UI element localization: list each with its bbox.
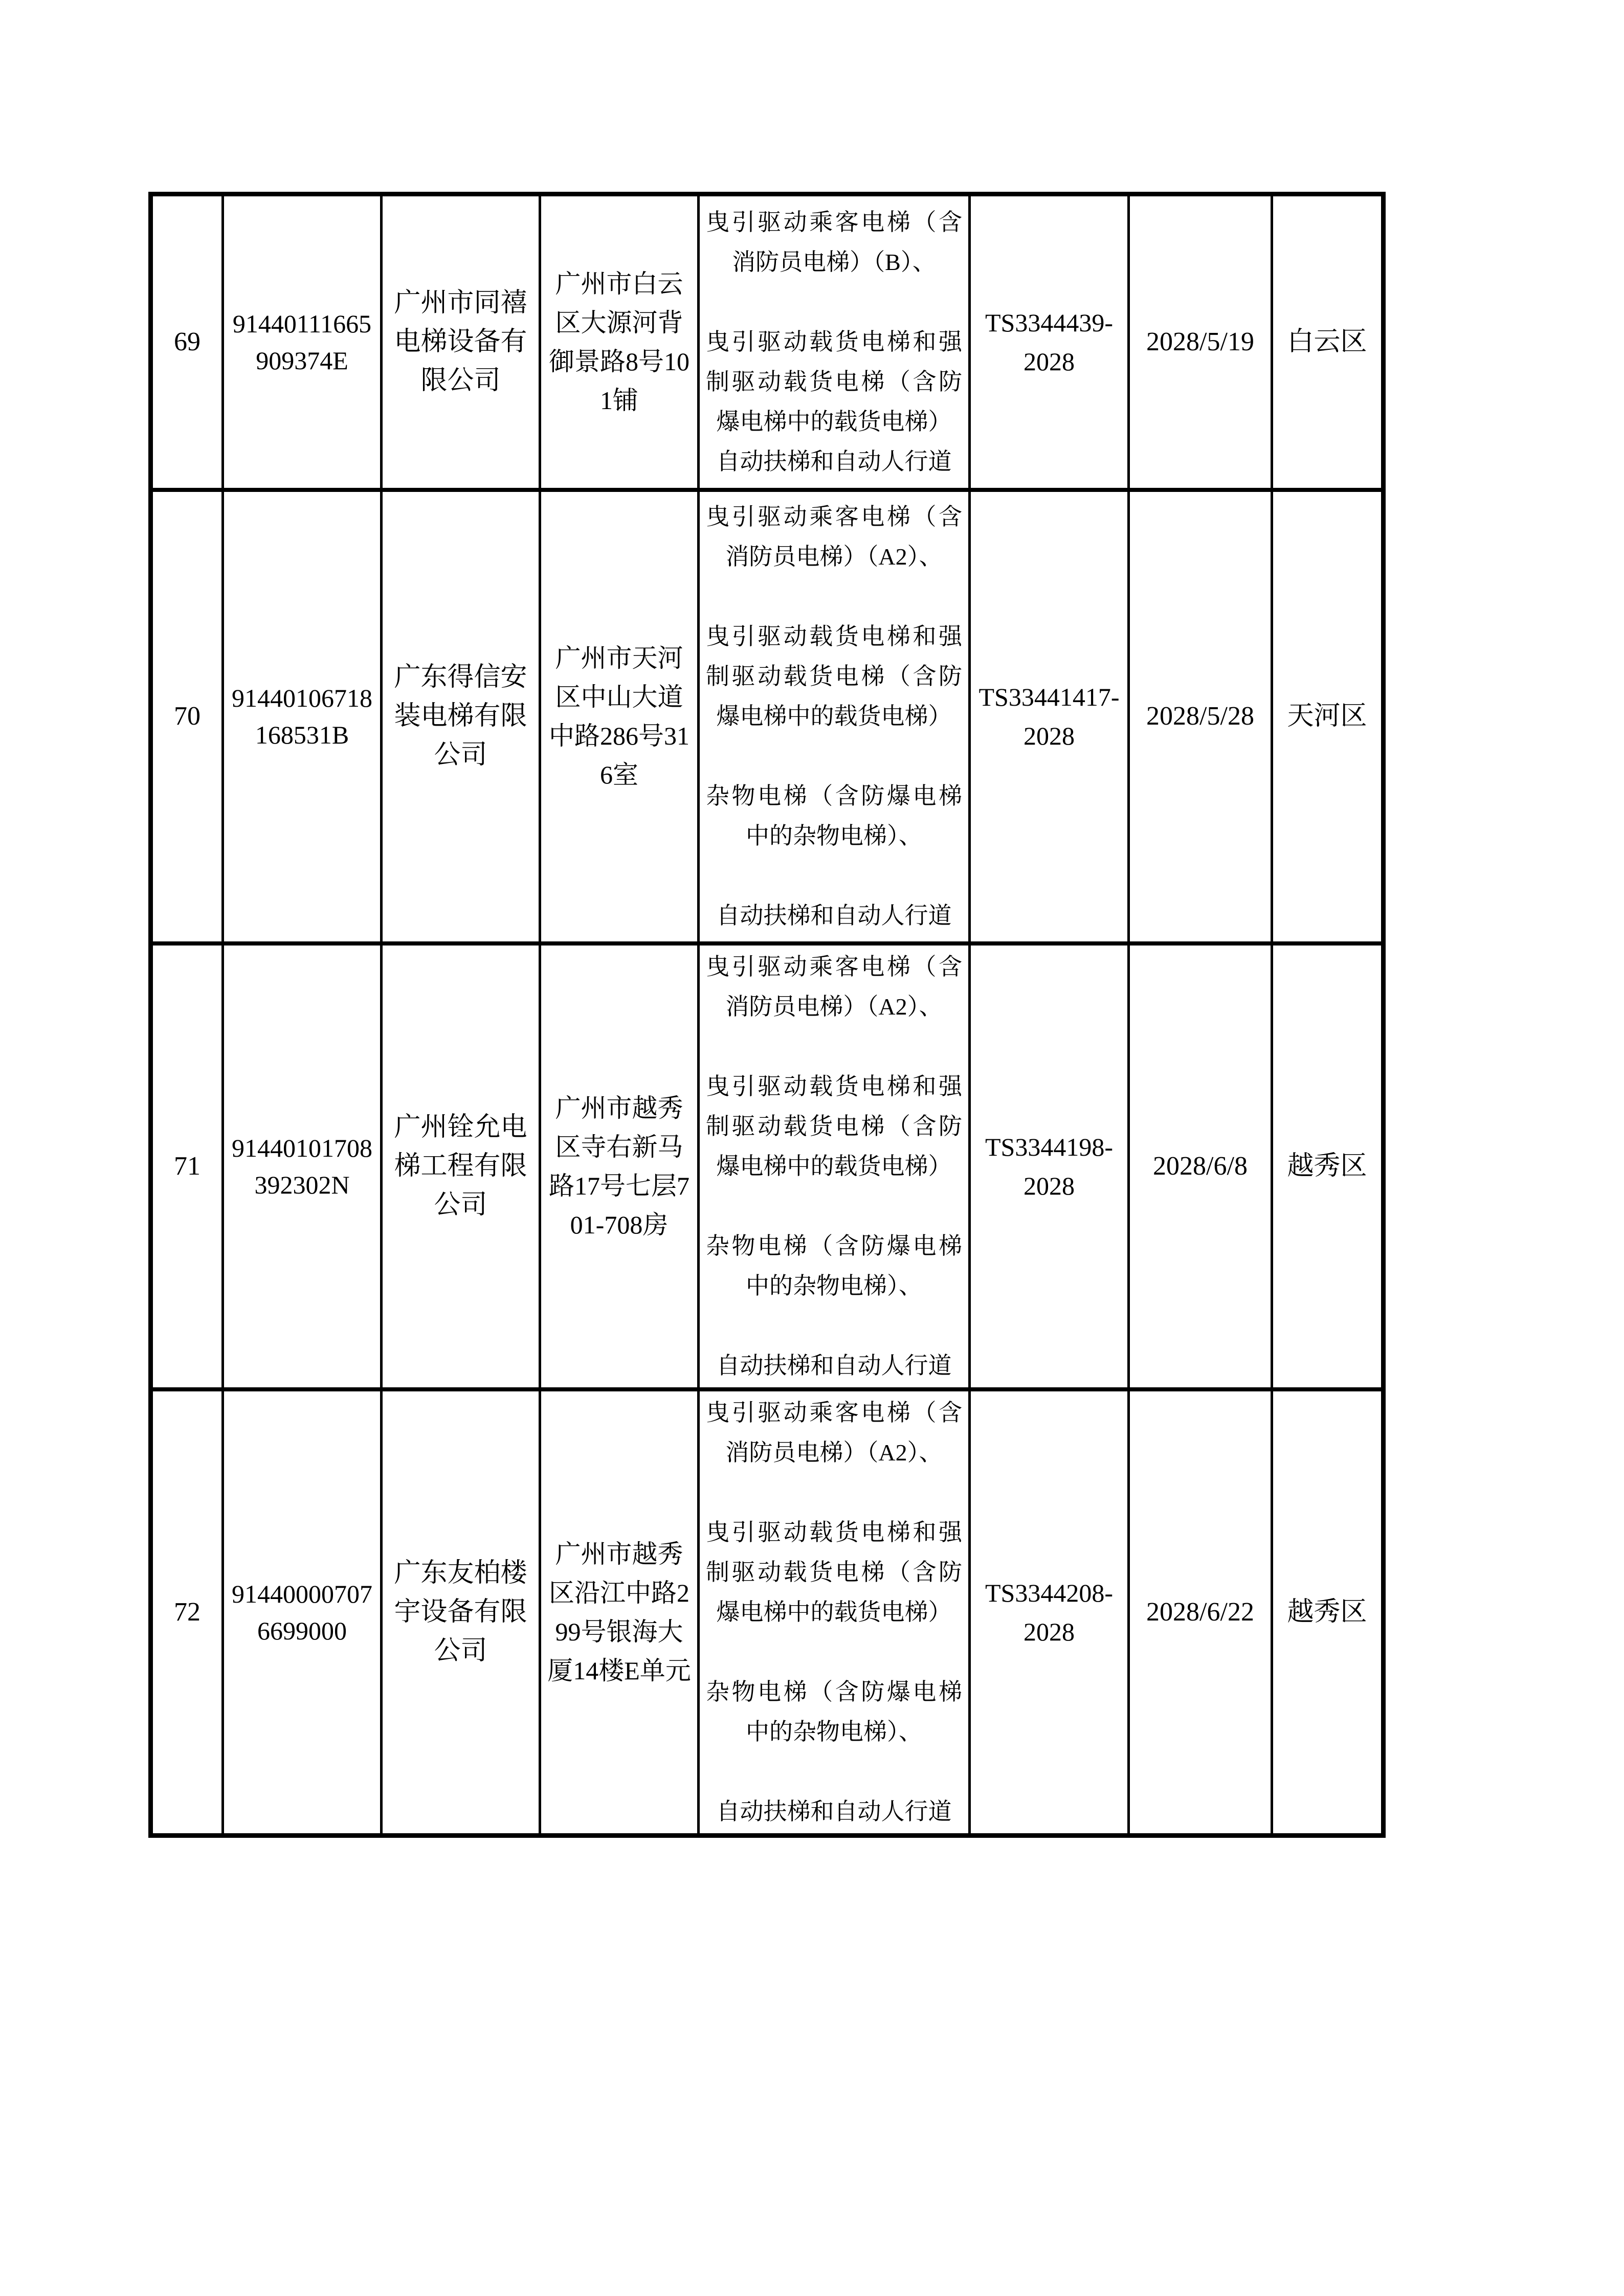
credit-code-cell: 91440111665909374E xyxy=(223,194,382,490)
equipment-line: 自动扶梯和自动人行道 xyxy=(716,1352,952,1379)
company-cell: 广州市同禧电梯设备有限公司 xyxy=(382,194,540,490)
table-row xyxy=(151,490,1384,943)
expiry-date-cell: 2028/6/8 xyxy=(1129,943,1272,1389)
equipment-line xyxy=(706,1186,962,1226)
equipment-cell xyxy=(699,1389,970,1836)
equipment-line: 自动扶梯和自动人行道 xyxy=(716,903,952,929)
expiry-date-cell: 2028/6/22 xyxy=(1129,1389,1272,1836)
equipment-line: 曳引驱动乘客电梯（含消防员电梯）（B）、 xyxy=(706,209,962,275)
seq-cell: 69 xyxy=(151,194,223,490)
district-cell: 天河区 xyxy=(1272,490,1384,943)
equipment-line xyxy=(706,577,962,617)
credit-code-cell: 91440101708392302N xyxy=(223,943,382,1389)
equipment-line: 曳引驱动载货电梯和强制驱动载货电梯（含防爆电梯中的载货电梯） xyxy=(706,623,962,729)
district-cell: 越秀区 xyxy=(1272,943,1384,1389)
address-cell: 广州市天河区中山大道中路286号316室 xyxy=(540,490,699,943)
equipment-line: 自动扶梯和自动人行道 xyxy=(716,448,952,475)
table-row xyxy=(151,1389,1384,1836)
credit-code-cell: 914400007076699000 xyxy=(223,1389,382,1836)
company-cell: 广东得信安装电梯有限公司 xyxy=(382,490,540,943)
equipment-cell xyxy=(699,194,970,490)
equipment-line: 杂物电梯（含防爆电梯中的杂物电梯）、 xyxy=(706,783,962,849)
table-row xyxy=(151,943,1384,1389)
seq-cell: 72 xyxy=(151,1389,223,1836)
equipment-line: 自动扶梯和自动人行道 xyxy=(716,1798,952,1825)
equipment-line: 杂物电梯（含防爆电梯中的杂物电梯）、 xyxy=(706,1232,962,1299)
cert-no-cell: TS3344439-2028 xyxy=(970,194,1129,490)
equipment-line: 曳引驱动载货电梯和强制驱动载货电梯（含防爆电梯中的载货电梯） xyxy=(706,1519,962,1625)
equipment-line xyxy=(706,282,962,322)
seq-cell: 70 xyxy=(151,490,223,943)
equipment-line xyxy=(706,1306,962,1346)
table-row xyxy=(151,194,1384,490)
equipment-line: 曳引驱动乘客电梯（含消防员电梯）（A2）、 xyxy=(706,953,962,1020)
equipment-line xyxy=(706,1027,962,1067)
address-cell: 广州市越秀区沿江中路299号银海大厦14楼E单元 xyxy=(540,1389,699,1836)
equipment-line: 曳引驱动乘客电梯（含消防员电梯）（A2）、 xyxy=(706,1399,962,1466)
company-cell: 广州铨允电梯工程有限公司 xyxy=(382,943,540,1389)
equipment-line: 曳引驱动乘客电梯（含消防员电梯）（A2）、 xyxy=(706,504,962,570)
equipment-line: 曳引驱动载货电梯和强制驱动载货电梯（含防爆电梯中的载货电梯） xyxy=(706,1073,962,1179)
credit-code-cell: 91440106718168531B xyxy=(223,490,382,943)
cert-no-cell: TS33441417-2028 xyxy=(970,490,1129,943)
cert-no-cell: TS3344208-2028 xyxy=(970,1389,1129,1836)
expiry-date-cell: 2028/5/19 xyxy=(1129,194,1272,490)
equipment-line xyxy=(706,736,962,776)
district-cell: 越秀区 xyxy=(1272,1389,1384,1836)
equipment-line xyxy=(706,1473,962,1513)
seq-cell: 71 xyxy=(151,943,223,1389)
cert-no-cell: TS3344198-2028 xyxy=(970,943,1129,1389)
license-table xyxy=(148,192,1386,1838)
district-cell: 白云区 xyxy=(1272,194,1384,490)
equipment-line xyxy=(706,856,962,896)
equipment-line xyxy=(706,1632,962,1672)
company-cell: 广东友柏楼宇设备有限公司 xyxy=(382,1389,540,1836)
equipment-line: 曳引驱动载货电梯和强制驱动载货电梯（含防爆电梯中的载货电梯） xyxy=(706,328,962,435)
expiry-date-cell: 2028/5/28 xyxy=(1129,490,1272,943)
address-cell: 广州市越秀区寺右新马路17号七层701-708房 xyxy=(540,943,699,1389)
equipment-line xyxy=(706,1752,962,1792)
address-cell: 广州市白云区大源河背御景路8号101铺 xyxy=(540,194,699,490)
equipment-cell xyxy=(699,490,970,943)
equipment-line: 杂物电梯（含防爆电梯中的杂物电梯）、 xyxy=(706,1678,962,1745)
equipment-cell xyxy=(699,943,970,1389)
